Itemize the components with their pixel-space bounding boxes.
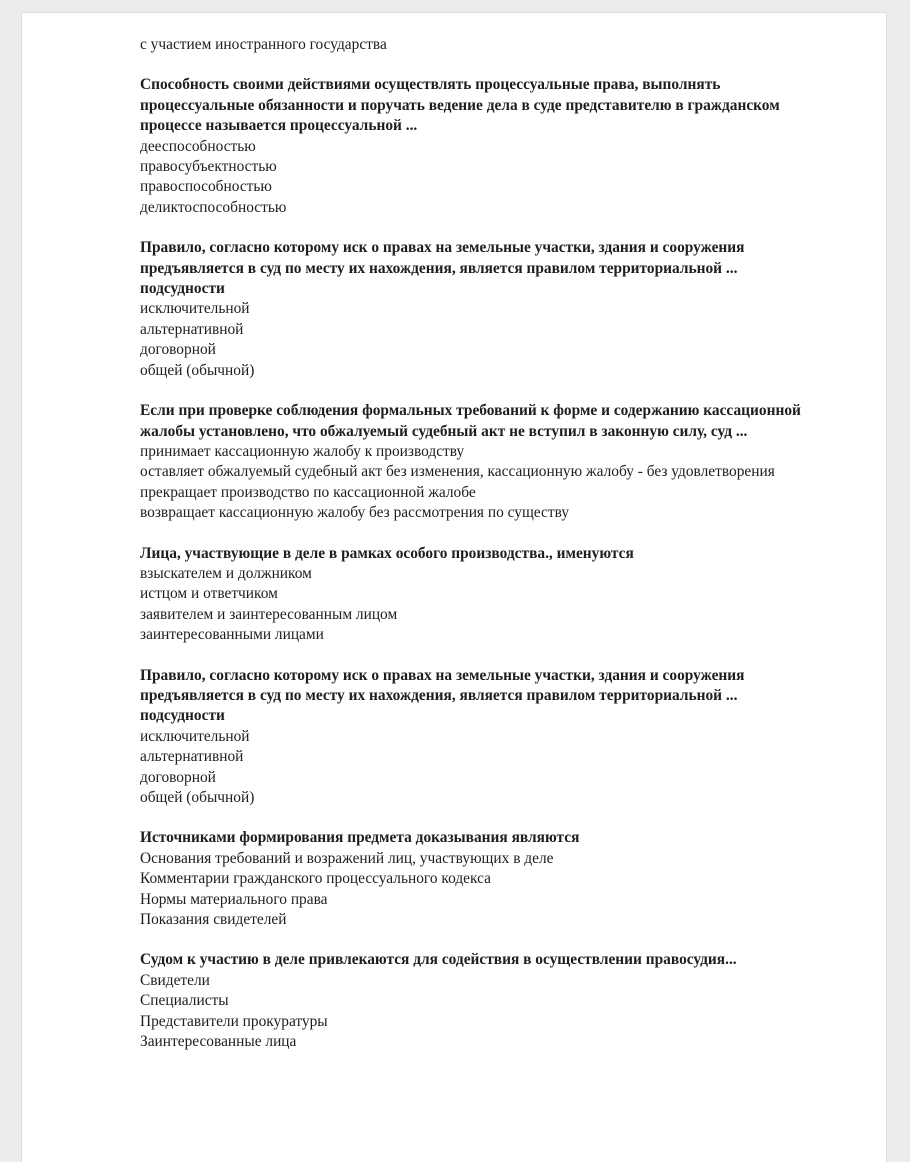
- question-block: [140, 238, 820, 381]
- answer-list: [140, 299, 820, 381]
- question-block: [140, 75, 820, 218]
- answer-option: альтернативной: [140, 320, 244, 338]
- answer-option: общей (обычной): [140, 361, 255, 379]
- answer-option: альтернативной: [140, 748, 244, 766]
- answer-option: правосубъектностью: [140, 158, 277, 176]
- document-page: [21, 12, 887, 1162]
- lead-line: с участием иностранного государства: [140, 36, 387, 53]
- question-text: Источниками формирования предмета доказывания являются: [140, 829, 580, 847]
- question-block: [140, 828, 820, 930]
- answer-option: оставляет обжалуемый судебный акт без изменения, кассационную жалобу - без удовлетворения: [140, 463, 775, 481]
- answer-option: исключительной: [140, 300, 250, 318]
- answer-list: [140, 849, 820, 931]
- answer-option: Представители прокуратуры: [140, 1012, 328, 1030]
- question-text: Судом к участию в деле привлекаются для содействия в осуществлении правосудия...: [140, 951, 737, 969]
- answer-option: взыскателем и должником: [140, 564, 312, 582]
- answer-option: Основания требований и возражений лиц, участвующих в деле: [140, 849, 554, 867]
- answer-option: договорной: [140, 768, 216, 786]
- answer-option: Нормы материального права: [140, 890, 328, 908]
- answer-option: заинтересованными лицами: [140, 626, 324, 644]
- answer-list: [140, 727, 820, 809]
- answer-option: договорной: [140, 341, 216, 359]
- answer-option: общей (обычной): [140, 789, 255, 806]
- answer-option: заявителем и заинтересованным лицом: [140, 605, 398, 623]
- answer-option: исключительной: [140, 727, 250, 745]
- answer-option: принимает кассационную жалобу к производству: [140, 442, 465, 460]
- question-text: Правило, согласно которому иск о правах на земельные участки, здания и сооружения предъявляется в суд по месту их нахождения, является правилом территориальной ... подсудности: [140, 239, 745, 298]
- answer-option: правоспособностью: [140, 178, 272, 196]
- question-text: Если при проверке соблюдения формальных требований к форме и содержанию кассационной жалобы установлено, что обжалуемый судебный акт не вступил в законную силу, суд ...: [140, 402, 801, 440]
- answer-list: [140, 564, 820, 646]
- answer-list: [140, 971, 820, 1053]
- document-content: [140, 35, 820, 1052]
- answer-list: [140, 137, 820, 219]
- answer-option: прекращает производство по кассационной жалобе: [140, 483, 476, 501]
- answer-option: Свидетели: [140, 971, 210, 989]
- question-block: [140, 666, 820, 809]
- answer-option: возвращает кассационную жалобу без рассмотрения по существу: [140, 504, 570, 522]
- answer-list: [140, 442, 820, 524]
- question-block: [140, 544, 820, 646]
- question-block: [140, 401, 820, 523]
- question-text: Способность своими действиями осуществлять процессуальные права, выполнять процессуальные обязанности и поручать ведение дела в суде представителю в гражданском процессе называется процессуальной ...: [140, 76, 780, 135]
- question-text: Лица, участвующие в деле в рамках особого производства., именуются: [140, 544, 634, 562]
- answer-option: Показания свидетелей: [140, 911, 287, 929]
- answer-option: деликтоспособностью: [140, 198, 287, 216]
- question-text: Правило, согласно которому иск о правах на земельные участки, здания и сооружения предъявляется в суд по месту их нахождения, является правилом территориальной ... подсудности: [140, 666, 745, 725]
- answer-option: истцом и ответчиком: [140, 585, 278, 603]
- answer-option: Заинтересованные лица: [140, 1033, 297, 1051]
- answer-option: Специалисты: [140, 992, 229, 1010]
- answer-option: дееспособностью: [140, 137, 256, 155]
- answer-option: Комментарии гражданского процессуального кодекса: [140, 870, 491, 888]
- question-block: [140, 950, 820, 1052]
